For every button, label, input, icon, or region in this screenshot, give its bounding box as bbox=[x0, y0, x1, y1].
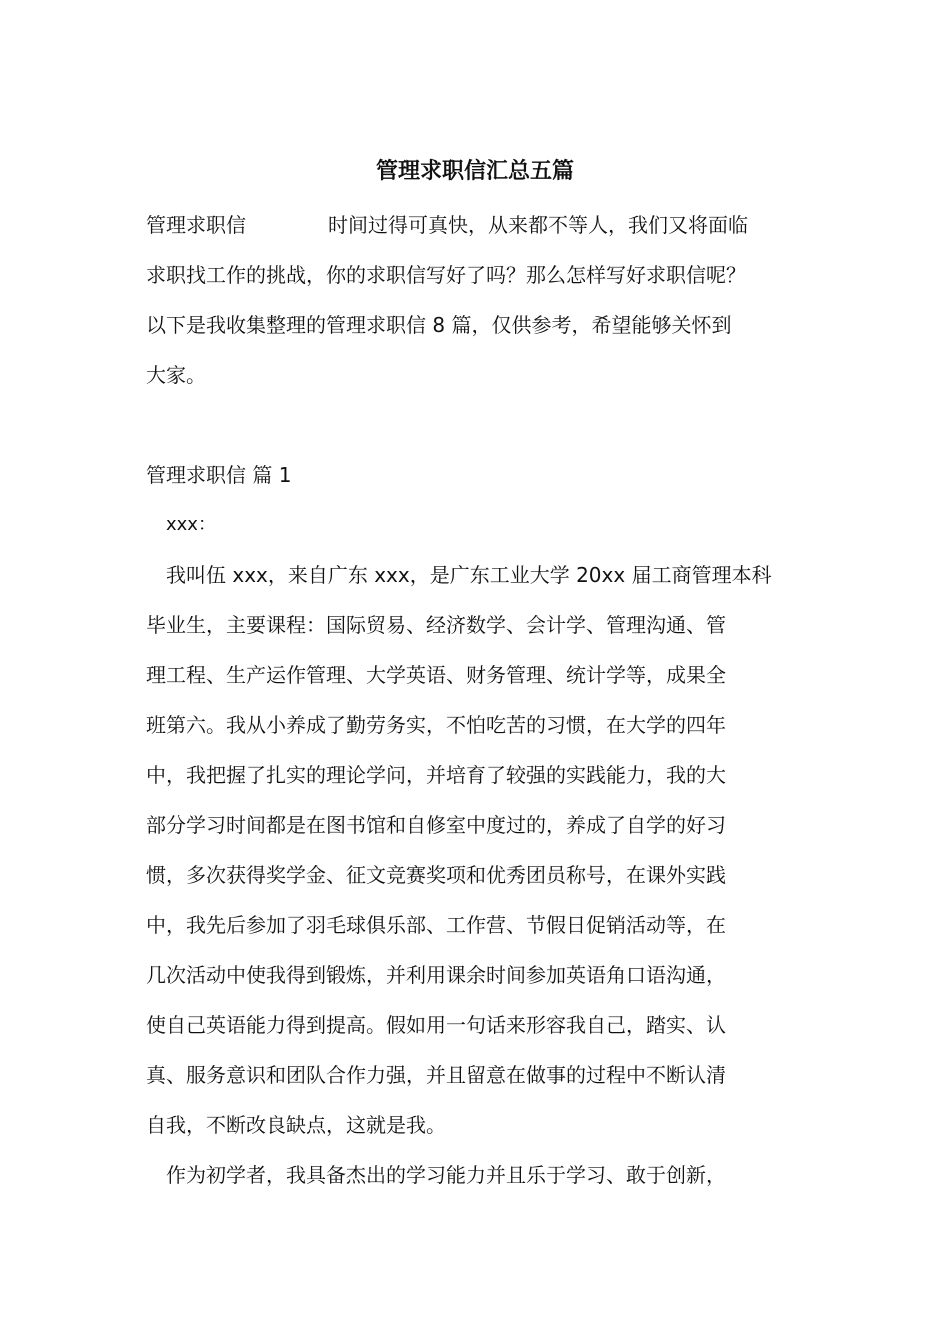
intro-line: 求职找工作的挑战，你的求职信写好了吗？那么怎样写好求职信呢？ bbox=[146, 263, 746, 287]
intro-text: 时间过得可真快，从来都不等人，我们又将面临 bbox=[328, 213, 748, 237]
body-line: 中，我先后参加了羽毛球俱乐部、工作营、节假日促销活动等，在 bbox=[146, 913, 726, 937]
body-line: 作为初学者，我具备杰出的学习能力并且乐于学习、敢于创新， bbox=[166, 1163, 726, 1187]
intro-line: 大家。 bbox=[146, 363, 206, 387]
body-line: 中，我把握了扎实的理论学问，并培育了较强的实践能力，我的大 bbox=[146, 763, 726, 787]
body-line: 我叫伍 xxx，来自广东 xxx，是广东工业大学 20xx 届工商管理本科 bbox=[166, 563, 772, 587]
intro-line: 以下是我收集整理的管理求职信 8 篇，仅供参考，希望能够关怀到 bbox=[146, 313, 732, 337]
body-line: 部分学习时间都是在图书馆和自修室中度过的，养成了自学的好习 bbox=[146, 813, 726, 837]
body-line: 几次活动中使我得到锻炼，并利用课余时间参加英语角口语沟通， bbox=[146, 963, 726, 987]
body-line: 惯，多次获得奖学金、征文竞赛奖项和优秀团员称号，在课外实践 bbox=[146, 863, 726, 887]
intro-label: 管理求职信 bbox=[146, 213, 246, 237]
body-line: 使自己英语能力得到提高。假如用一句话来形容我自己，踏实、认 bbox=[146, 1013, 726, 1037]
document-title: 管理求职信汇总五篇 bbox=[375, 158, 574, 184]
body-line: 班第六。我从小养成了勤劳务实，不怕吃苦的习惯，在大学的四年 bbox=[146, 713, 726, 737]
body-line: 理工程、生产运作管理、大学英语、财务管理、统计学等，成果全 bbox=[146, 663, 726, 687]
body-line: 毕业生，主要课程：国际贸易、经济数学、会计学、管理沟通、管 bbox=[146, 613, 726, 637]
intro-line bbox=[146, 206, 826, 244]
salutation: xxx： bbox=[166, 514, 216, 535]
body-line: 自我，不断改良缺点，这就是我。 bbox=[146, 1113, 446, 1137]
section-heading: 管理求职信 篇 1 bbox=[146, 463, 292, 487]
body-line: 真、服务意识和团队合作力强，并且留意在做事的过程中不断认清 bbox=[146, 1063, 726, 1087]
